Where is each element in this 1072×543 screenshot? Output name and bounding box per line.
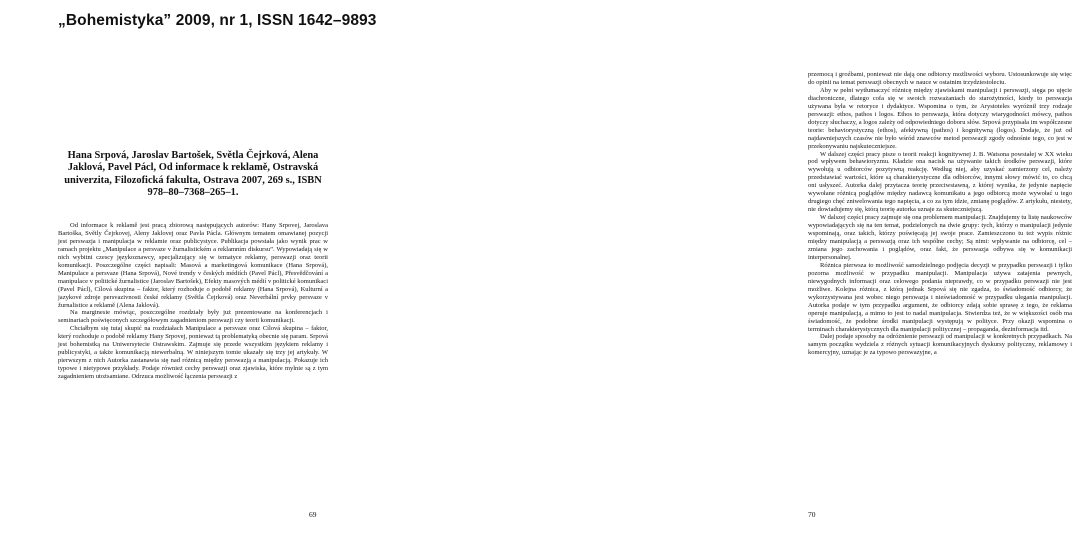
page-number-left: 69 [309, 510, 317, 519]
right-paragraph-2: Aby w pełni wytłumaczyć różnicę między zjawiskami manipulacji i perswazji, sięga po ujęcie diachroniczne, dlatego cofa się w swoich rozważaniach do starożytności, kiedy to perswazja używana była w retoryce i dydaktyce. Wspomina o tym, że Arystoteles wyróżnił trzy rodzaje perswazji: ethos, pathos i logos. Ethos to perswazja, która dotyczy wiarygodności mówcy, pathos dotyczy słuchaczy, a logos zależy od odpowiedniego doboru słów. Srpová przypisała im współczesne teorie: behaviorystyczną (ethos), afektywną (pathos) i kognitywną (logos). Dodaje, że już od najdawniejszych czasów nie było wśród znawców metod perswazji zgody odnośnie tego, co jest w przekonywaniu najskuteczniejsze. [808, 86, 1072, 150]
right-page [384, 0, 1072, 543]
left-page [0, 0, 384, 543]
right-paragraph-6: Dalej podaje sposoby na odróżnienie perswazji od manipulacji w konkretnych przypadkach. Na samym początku wydziela z różnych sytuacji komunikacyjnych dyskursy polityczny, reklamowy i komercyjny, uznając je za typowo perswazyjne, a [808, 333, 1072, 357]
page-number-right: 70 [808, 510, 816, 519]
left-paragraph-3: Chciałbym się tutaj skupić na rozdziałach Manipulace a persvaze oraz Cílová skupina – faktor, který rozhoduje o podobě reklamy Hany Srpovej, ponieważ tą problematyką obecnie się param. Srpová jest bohemistką na Uniwersytecie Ostrawskim. Zajmuje się przede wszystkim językiem reklamy i publicystyki, a także komunikacją niewerbalną. W niniejszym tomie ukazały się trzy jej artykuły. W pierwszym z nich Autorka zastanawia się nad różnicą między perswazją a manipulacją. Pokazuje ich typowe i nietypowe przykłady. Podaje również cechy perswazji oraz zjawiska, które mylnie są z tym zagadnieniem utożsamiane. Odrzuca możliwość łączenia perswazji z [58, 325, 328, 381]
right-paragraph-5: Różnica pierwsza to możliwość samodzielnego podjęcia decyzji w przypadku perswazji i tylko pozorna możliwość w przypadku manipulacji. Manipulacja używa zatajenia pewnych, niewygodnych informacji oraz celowego podania nieprawdy, co w przypadku perswazji nie jest możliwe. Kolejna różnica, z którą jednak Srpová się nie zgadza, to świadomość odbiorcy, że wykorzystywana jest wobec niego perswazja i nieświadomość w przypadku ulegania manipulacji. Autorka podaje w tym przypadku argument, że odbiorcy zdają sobie sprawę z tego, że reklama operuje manipulacją, a mimo to jest to nadal manipulacja. Stwierdza też, że w większości osób ma świadomość, że podobne środki manipulacji występują w polityce. Przy okazji wspomina o terminach charakterystycznych dla manipulacji politycznej – propaganda, dezinformacja itd. [808, 261, 1072, 333]
left-paragraph-1: Od informace k reklamě jest pracą zbiorową następujących autorów: Hany Srpovej, Jaroslava Bartoška, Světly Čejrkovej, Aleny Jaklovej oraz Pavla Pácla. Głównym tematem omawianej pozycji jest perswazja i manipulacja w reklamie oraz publicystyce. Publikacja powstała jako wynik prac w ramach projektu „Manipulace a persvaze v žurnalistickém a reklamním diskursu”. Wypowiadają się w nich wybitni czescy językoznawcy, specjalizujący się w tematyce reklamy, perswazji oraz teorii komunikacji. Poszczególne części napisali: Masová a marketingová komunikace (Hana Srpová), Manipulace a persvaze (Hana Srpová), Nové trendy v českých médiích (Pavel Pácl), Přesvědčování a manipulace v politické žurnalistice (Jaroslav Bartošek), Efekty masových médií v politické komunikaci (Pavel Pácl), Cílová skupina – faktor, který rozhoduje o podobě reklamy (Hana Srpová), Kulturní a jazykové zdroje persvazivnosti české reklamy (Světla Čejrková) oraz Neverbální prvky persvaze v žurnalistice a reklamě (Alena Jaklová). [58, 222, 328, 309]
right-paragraph-1: przemocą i groźbami, ponieważ nie dają one odbiorcy możliwości wyboru. Ustosunkowuje się więc do opinii na temat perswazji obecnych w nauce w ostatnim trzydziestoleciu. [808, 71, 1072, 86]
journal-header: „Bohemistyka” 2009, nr 1, ISSN 1642–9893 [58, 12, 377, 29]
right-paragraph-4: W dalszej części pracy zajmuje się ona problemem manipulacji. Znajdujemy tu listę naukowców wypowiadających się na ten temat, podzielonych na dwie grupy: tych, którzy o manipulacji jedynie wspominają, oraz takich, którzy poświęcają jej swoje prace. Zamieszczono tu też wypis różnic między manipulacją a perswazją oraz ich wspólne cechy; Są nimi: wpływanie na odbiorcę, cel – zmiana jego zachowania i poglądów, oraz fakt, że perswazja odbywa się w komunikacji interpersonalnej. [808, 214, 1072, 261]
left-page-body [58, 222, 328, 381]
review-heading: Hana Srpová, Jaroslav Bartošek, Světla Čejrková, Alena Jaklová, Pavel Pácl, Od informace k reklamě, Ostravská univerzita, Filozofická fakulta, Ostrava 2007, 269 s., ISBN 978–80–7368–265–1. [64, 150, 322, 198]
right-paragraph-3: W dalszej części pracy pisze o teorii reakcji kognitywnej J. B. Watsona powstałej w XX wieku pod wpływem behawioryzmu. Kładzie ona nacisk na używanie takich środków perswazji, które wywołują u odbiorców pozytywną reakcję. Według niej, aby uzyskać zamierzony cel, należy przedstawiać wartości, które są charakterystyczne dla odbiorców, innymi słowy mówić to, co chcą oni usłyszeć. Autorka dalej przytacza teorię przeciwstawną, z której wynika, że jedynie napięcie wywołane różnicą poglądów między nadawcą komunikatu a jego odbiorcą może wywołać u tego drugiego chęć zniwelowania tego napięcia, a co za tym idzie, zmianę poglądów. Z artykułu, niestety, nie dowiadujemy się, którą teorię autorka uznaje za skuteczniejszą. [808, 150, 1072, 214]
right-page-body [808, 71, 1072, 357]
left-paragraph-2: Na marginesie mówiąc, poszczególne rozdziały były już prezentowane na konferencjach i seminariach poświęconych szczegółowym zagadnieniom perswazji czy teorii komunikacji. [58, 309, 328, 325]
